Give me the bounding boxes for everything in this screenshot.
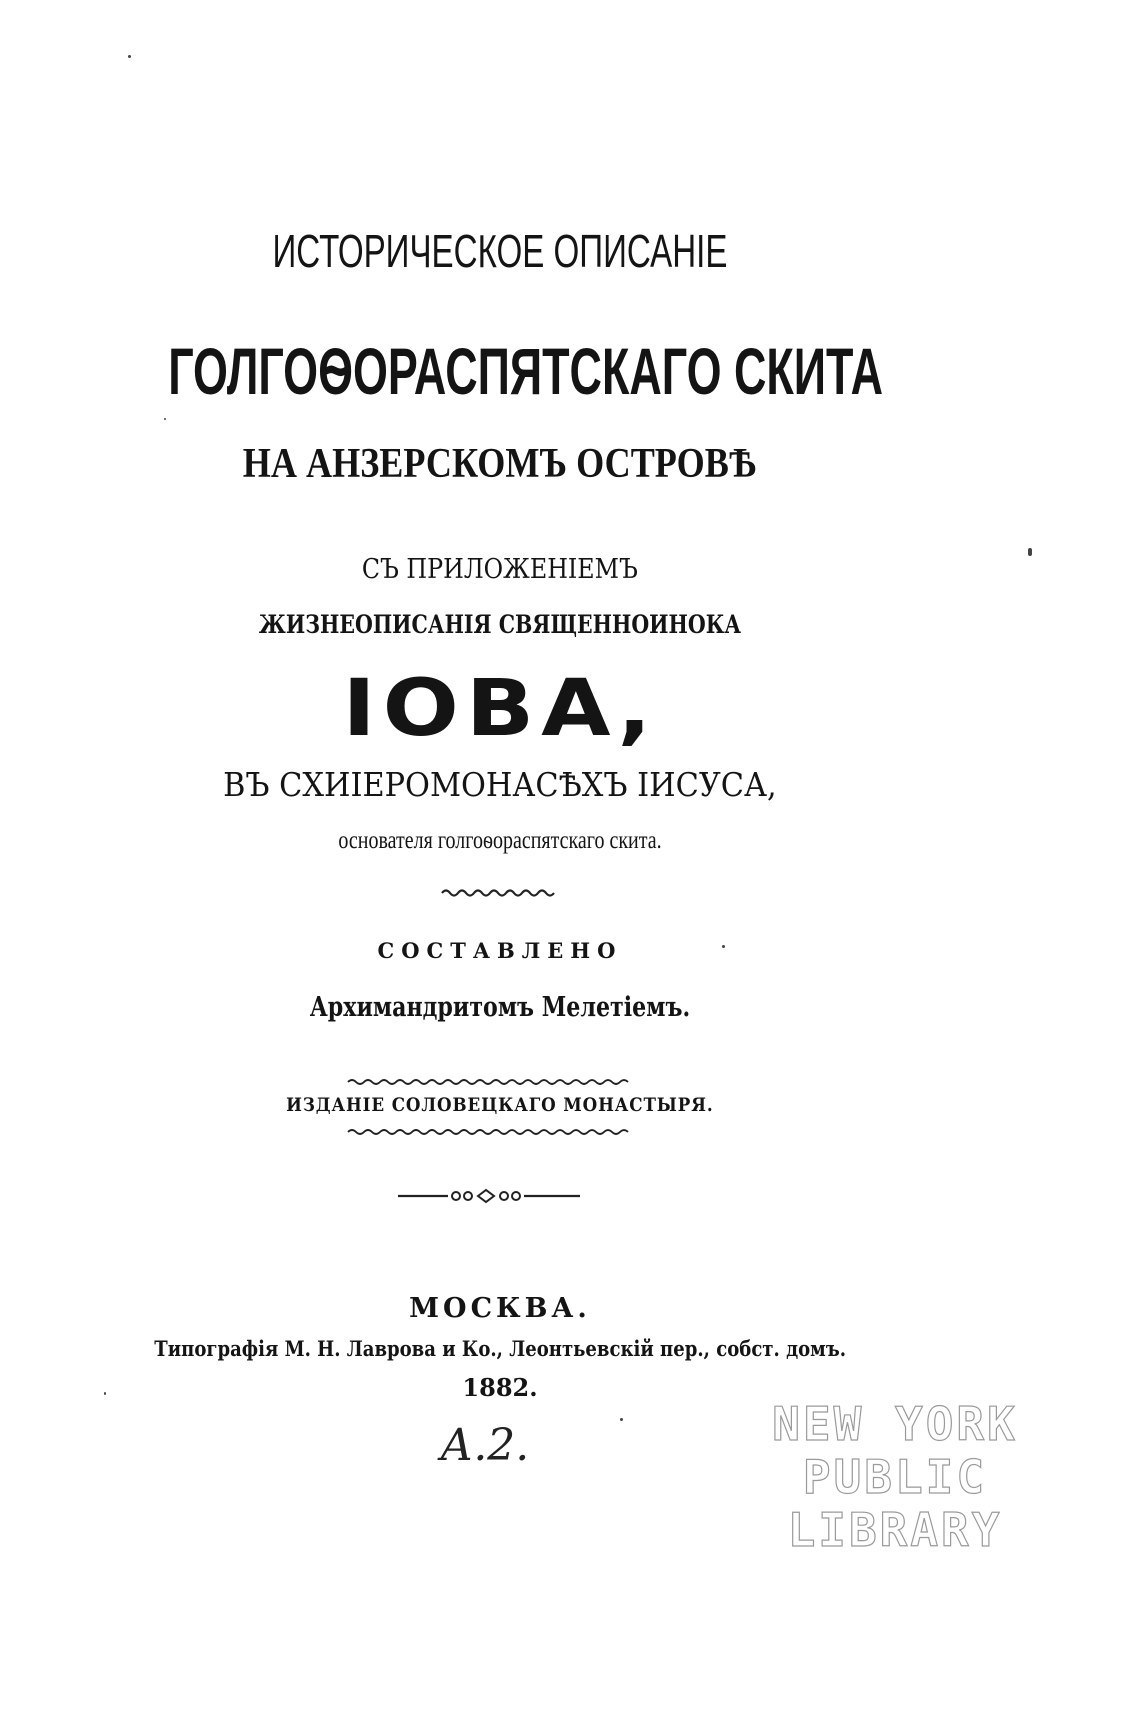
subtitle-founder: основателя голгоѳораспятскаго скита.	[338, 827, 662, 854]
imprint-city: МОСКВА.	[409, 1293, 591, 1324]
imprint-year: 1882.	[462, 1373, 538, 1402]
edition-note: ИЗДАНІЕ СОЛОВЕЦКАГО МОНАСТЫРЯ.	[286, 1094, 714, 1116]
handwritten-shelfmark: А.2.	[440, 1420, 530, 1471]
wavy-rule-lower	[0, 1124, 1000, 1140]
subtitle-appendix: СЪ ПРИЛОЖЕНІЕМЪ	[361, 554, 639, 585]
author-name: Архимандритомъ Мелетіемъ.	[309, 992, 691, 1023]
wavy-rule-upper	[0, 1074, 1000, 1090]
scan-speck	[128, 55, 131, 58]
scan-speck	[722, 945, 725, 948]
subtitle-job-name: ІОВА,	[342, 664, 658, 754]
ornamental-divider	[0, 1184, 1000, 1208]
title-line-skete-name: ГОЛГОѲОРАСПЯТСКАГО СКИТА	[168, 334, 884, 408]
scan-speck	[620, 1418, 623, 1421]
title-line-island: НА АНЗЕРСКОМЪ ОСТРОВѢ	[243, 441, 757, 487]
wavy-rule-divider	[0, 883, 1000, 903]
scan-speck	[104, 1392, 106, 1395]
scan-speck	[1028, 548, 1032, 556]
imprint-printer: Типографія М. Н. Лаврова и Ко., Леонтьевскій пер., собст. домъ.	[154, 1336, 846, 1361]
stamp-line: NEW YORK	[772, 1397, 1018, 1451]
scan-speck	[164, 418, 166, 420]
stamp-line: PUBLIC	[802, 1449, 988, 1504]
library-perforated-stamp	[750, 1398, 1040, 1557]
stamp-line: LIBRARY	[787, 1502, 1003, 1557]
subtitle-schema-name: ВЪ СХИІЕРОМОНАСѢХЪ ІИСУСА,	[223, 765, 777, 804]
compiled-label: СОСТАВЛЕНО	[377, 938, 623, 963]
subtitle-biography: ЖИЗНЕОПИСАНІЯ СВЯЩЕННОИНОКА	[258, 610, 742, 639]
title-line-historical-description: ИСТОРИЧЕСКОЕ ОПИСАНІЕ	[272, 225, 728, 277]
